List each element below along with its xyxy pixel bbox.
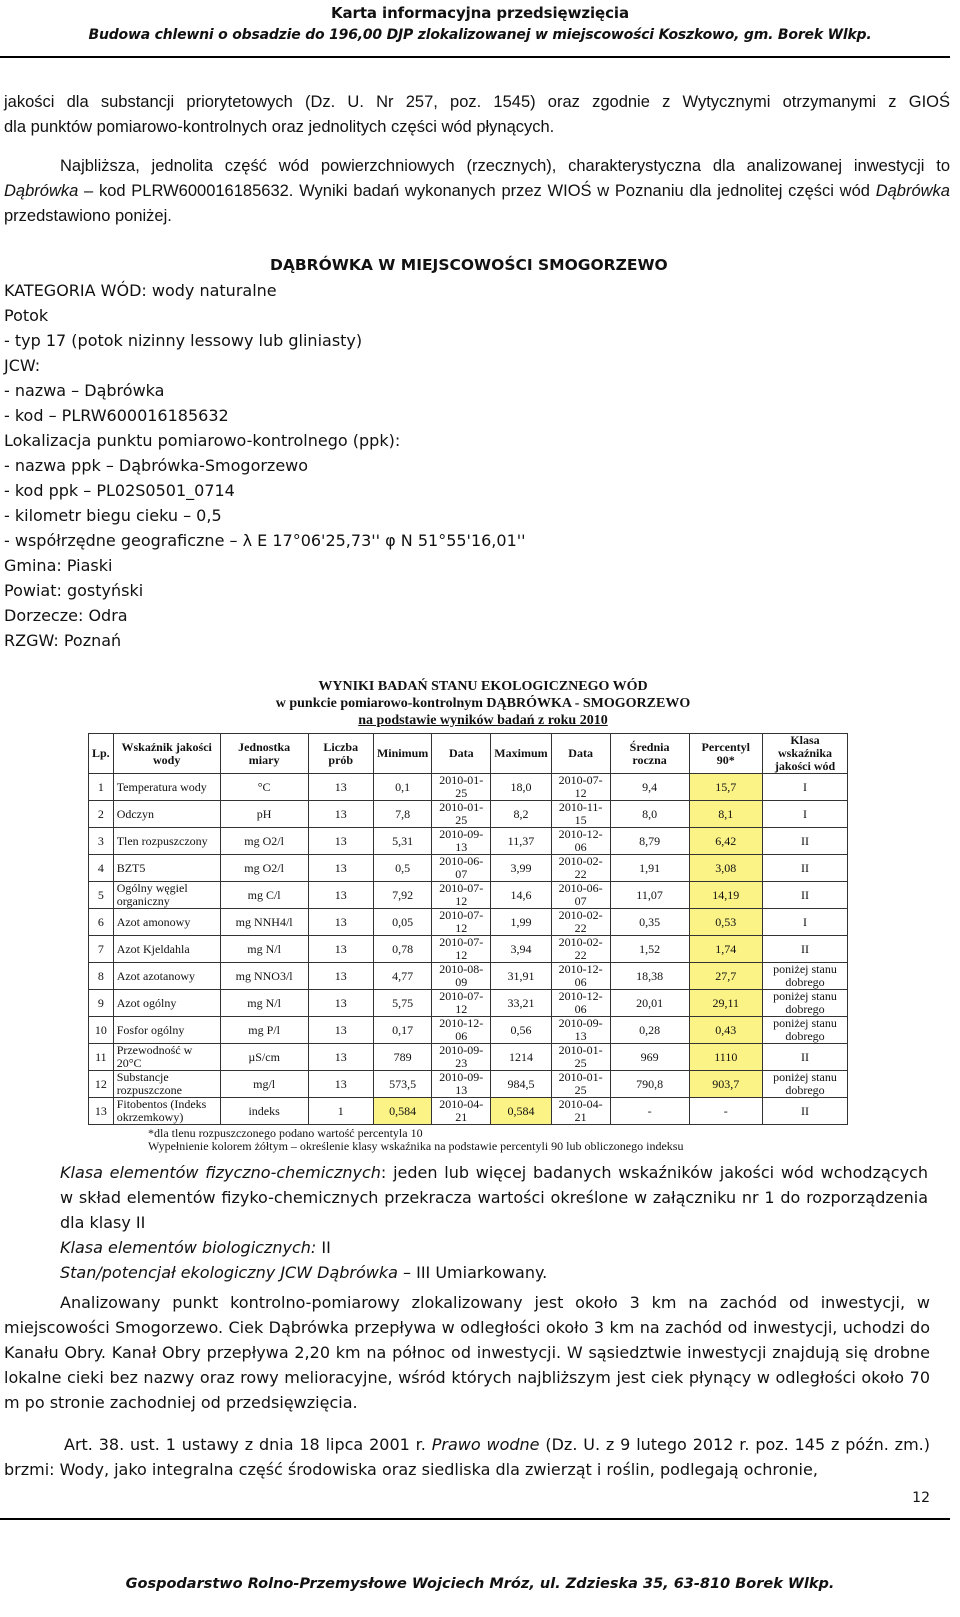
table-row bbox=[89, 936, 848, 963]
table-cell: II bbox=[763, 1098, 848, 1125]
table-cell: 33,21 bbox=[491, 990, 551, 1017]
table-cell: 3,99 bbox=[491, 855, 551, 882]
table-header-cell: Minimum bbox=[373, 734, 431, 774]
table-cell: mg O2/l bbox=[220, 855, 308, 882]
table-cell: 0,78 bbox=[373, 936, 431, 963]
table-header-cell: Wskaźnik jakości wody bbox=[113, 734, 220, 774]
article-text-a: Art. 38. ust. 1 ustawy z dnia 18 lipca 2001 r. bbox=[64, 1435, 426, 1454]
table-cell: 1,52 bbox=[610, 936, 689, 963]
table-cell: 4 bbox=[89, 855, 114, 882]
table-cell: 1,91 bbox=[610, 855, 689, 882]
table-cell: 0,1 bbox=[373, 774, 431, 801]
table-cell: 12 bbox=[89, 1071, 114, 1098]
table-cell: 0,5 bbox=[373, 855, 431, 882]
table-cell: 3 bbox=[89, 828, 114, 855]
station-line: JCW: bbox=[4, 356, 41, 375]
table-cell: 8,79 bbox=[610, 828, 689, 855]
station-line: - współrzędne geograficzne – λ E 17°06'25,73'' φ N 51°55'16,01'' bbox=[4, 531, 526, 550]
table-cell: poniżej stanu dobrego bbox=[763, 1017, 848, 1044]
station-line: - kod ppk – PL02S0501_0714 bbox=[4, 481, 235, 500]
table-header-cell: Maximum bbox=[491, 734, 551, 774]
table-cell: 2010-04-21 bbox=[551, 1098, 610, 1125]
table-cell: - bbox=[689, 1098, 762, 1125]
bio-class-line bbox=[60, 1235, 928, 1260]
table-cell: Fitobentos (Indeks okrzemkowy) bbox=[113, 1098, 220, 1125]
table-cell: I bbox=[763, 774, 848, 801]
station-line: - kilometr biegu cieku – 0,5 bbox=[4, 506, 222, 525]
table-cell: 5 bbox=[89, 882, 114, 909]
table-cell: 2010-07-12 bbox=[432, 990, 491, 1017]
table-cell: II bbox=[763, 855, 848, 882]
station-title: DĄBRÓWKA W MIEJSCOWOŚCI SMOGORZEWO bbox=[270, 256, 668, 274]
table-cell: 2010-01-25 bbox=[432, 801, 491, 828]
fc-class-text: : jeden lub więcej badanych wskaźników jakości wód wchodzących w skład elementów fizyko-chemicznych przekracza wartości określone w załączniku nr 1 do rozporządzenia dla klasy II bbox=[60, 1163, 928, 1232]
table-cell: Azot Kjeldahla bbox=[113, 936, 220, 963]
table-cell: 1,99 bbox=[491, 909, 551, 936]
table-cell: 7 bbox=[89, 936, 114, 963]
table-cell: 2010-02-22 bbox=[551, 909, 610, 936]
intro-p2-text-c: przedstawiono poniżej. bbox=[4, 207, 172, 225]
table-cell: 5,75 bbox=[373, 990, 431, 1017]
table-cell: poniżej stanu dobrego bbox=[763, 963, 848, 990]
page-number: 12 bbox=[912, 1490, 930, 1506]
table-cell: 11,37 bbox=[491, 828, 551, 855]
table-cell: 7,92 bbox=[373, 882, 431, 909]
table-cell: 2010-12-06 bbox=[551, 990, 610, 1017]
table-cell: Tlen rozpuszczony bbox=[113, 828, 220, 855]
page-footer: Gospodarstwo Rolno-Przemysłowe Wojciech Mróz, ul. Zdzieska 35, 63-810 Borek Wlkp. bbox=[125, 1576, 835, 1592]
table-cell: 2010-09-23 bbox=[432, 1044, 491, 1071]
table-cell: Azot azotanowy bbox=[113, 963, 220, 990]
table-cell: 0,43 bbox=[689, 1017, 762, 1044]
table-cell: 14,19 bbox=[689, 882, 762, 909]
table-cell: 0,584 bbox=[491, 1098, 551, 1125]
table-cell: 7,8 bbox=[373, 801, 431, 828]
table-cell: 2010-01-25 bbox=[432, 774, 491, 801]
station-line: - nazwa – Dąbrówka bbox=[4, 381, 165, 400]
table-cell: 1110 bbox=[689, 1044, 762, 1071]
table-cell: 3,94 bbox=[491, 936, 551, 963]
table-cell: mg P/l bbox=[220, 1017, 308, 1044]
table-title-3: na podstawie wyników badań z roku 2010 bbox=[358, 713, 608, 728]
table-cell: 9 bbox=[89, 990, 114, 1017]
table-cell: BZT5 bbox=[113, 855, 220, 882]
table-cell: 984,5 bbox=[491, 1071, 551, 1098]
table-row bbox=[89, 1044, 848, 1071]
table-cell: mg NNH4/l bbox=[220, 909, 308, 936]
eco-status-line bbox=[60, 1260, 928, 1285]
table-header-cell: Data bbox=[432, 734, 491, 774]
table-header-cell: Klasa wskaźnika jakości wód bbox=[763, 734, 848, 774]
table-cell: 3,08 bbox=[689, 855, 762, 882]
table-cell: 2010-02-22 bbox=[551, 855, 610, 882]
table-cell: mg C/l bbox=[220, 882, 308, 909]
table-cell: Ogólny węgiel organiczny bbox=[113, 882, 220, 909]
table-cell: 789 bbox=[373, 1044, 431, 1071]
header-title: Karta informacyjna przedsięwzięcia bbox=[331, 4, 629, 22]
bio-class-value: II bbox=[321, 1238, 331, 1257]
table-cell: 18,38 bbox=[610, 963, 689, 990]
table-cell: I bbox=[763, 909, 848, 936]
intro-line-1: jakości dla substancji priorytetowych (Dz. U. Nr 257, poz. 1545) oraz zgodnie z Wytycznymi otrzymanymi z GIOŚ bbox=[4, 93, 950, 111]
table-cell: indeks bbox=[220, 1098, 308, 1125]
table-cell: 969 bbox=[610, 1044, 689, 1071]
table-cell: II bbox=[763, 936, 848, 963]
analysis-text: Analizowany punkt kontrolno-pomiarowy zlokalizowany jest około 3 km na zachód od inwestycji, w miejscowości Smogorzewo. Ciek Dąbrówka przepływa w odległości około 3 km na zachód od inwestycji, uchodzi do Kanału Obry. Kanał Obry przepływa 2,20 km na północ od inwestycji. W sąsiedztwie inwestycji znajdują się drobne lokalne cieki bez nazwy oraz rowy melioracyjne, wśród których najbliższym jest ciek płynący w odległości około 70 m po stronie zachodniej od przedsięwzięcia. bbox=[4, 1293, 930, 1412]
intro-line-2: dla punktów pomiarowo-kontrolnych oraz jednolitych części wód płynących. bbox=[4, 118, 555, 136]
table-cell: 15,7 bbox=[689, 774, 762, 801]
table-row bbox=[89, 1017, 848, 1044]
table-cell: 2010-01-25 bbox=[551, 1071, 610, 1098]
table-cell: 2010-08-09 bbox=[432, 963, 491, 990]
table-cell: Substancje rozpuszczone bbox=[113, 1071, 220, 1098]
table-cell: µS/cm bbox=[220, 1044, 308, 1071]
table-cell: 1214 bbox=[491, 1044, 551, 1071]
table-row bbox=[89, 855, 848, 882]
table-cell: 13 bbox=[308, 963, 373, 990]
table-cell: 2010-06-07 bbox=[551, 882, 610, 909]
table-note-1: *dla tlenu rozpuszczonego podano wartość percentyla 10 bbox=[148, 1126, 423, 1140]
table-cell: 2010-07-12 bbox=[432, 936, 491, 963]
intro-p2-name-2: Dąbrówka bbox=[875, 182, 950, 200]
table-header-cell: Liczba prób bbox=[308, 734, 373, 774]
bio-class-label: Klasa elementów biologicznych: bbox=[60, 1238, 317, 1257]
table-cell: 2010-07-12 bbox=[551, 774, 610, 801]
eco-status-label: Stan/potencjał ekologiczny JCW Dąbrówka bbox=[60, 1263, 398, 1282]
table-cell: 13 bbox=[308, 1017, 373, 1044]
table-header-cell: Jednostka miary bbox=[220, 734, 308, 774]
table-cell: mg O2/l bbox=[220, 828, 308, 855]
results-table bbox=[88, 733, 848, 1125]
table-cell: Temperatura wody bbox=[113, 774, 220, 801]
table-cell: 31,91 bbox=[491, 963, 551, 990]
table-cell: 11,07 bbox=[610, 882, 689, 909]
table-cell: Odczyn bbox=[113, 801, 220, 828]
table-cell: 13 bbox=[308, 828, 373, 855]
intro-paragraph-2 bbox=[4, 154, 950, 229]
footer-divider bbox=[0, 1518, 950, 1520]
table-cell: 0,05 bbox=[373, 909, 431, 936]
table-row bbox=[89, 990, 848, 1017]
table-cell: °C bbox=[220, 774, 308, 801]
table-header-cell: Lp. bbox=[89, 734, 114, 774]
table-cell: 13 bbox=[308, 882, 373, 909]
table-cell: 2010-12-06 bbox=[432, 1017, 491, 1044]
table-cell: Azot amonowy bbox=[113, 909, 220, 936]
table-cell: 8,0 bbox=[610, 801, 689, 828]
table-cell: 8,2 bbox=[491, 801, 551, 828]
table-cell: 2010-04-21 bbox=[432, 1098, 491, 1125]
station-line: Powiat: gostyński bbox=[4, 581, 144, 600]
table-cell: 20,01 bbox=[610, 990, 689, 1017]
article-law-name: Prawo wodne bbox=[431, 1435, 540, 1454]
table-cell: 0,56 bbox=[491, 1017, 551, 1044]
table-cell: II bbox=[763, 1044, 848, 1071]
table-title-2: w punkcie pomiarowo-kontrolnym DĄBRÓWKA - SMOGORZEWO bbox=[275, 696, 691, 711]
table-cell: 13 bbox=[308, 936, 373, 963]
table-cell: 0,53 bbox=[689, 909, 762, 936]
table-cell: pH bbox=[220, 801, 308, 828]
table-cell: 2010-12-06 bbox=[551, 963, 610, 990]
table-cell: 0,17 bbox=[373, 1017, 431, 1044]
table-cell: 0,28 bbox=[610, 1017, 689, 1044]
table-cell: mg/l bbox=[220, 1071, 308, 1098]
table-cell: Przewodność w 20°C bbox=[113, 1044, 220, 1071]
table-cell: 2010-01-25 bbox=[551, 1044, 610, 1071]
table-cell: 2010-07-12 bbox=[432, 909, 491, 936]
table-cell: 4,77 bbox=[373, 963, 431, 990]
table-cell: 2010-09-13 bbox=[551, 1017, 610, 1044]
table-cell: 2010-07-12 bbox=[432, 882, 491, 909]
table-cell: 0,35 bbox=[610, 909, 689, 936]
intro-p2-name-1: Dąbrówka bbox=[4, 182, 79, 200]
intro-p2-text-b: – kod PLRW600016185632. Wyniki badań wykonanych przez WIOŚ w Poznaniu dla jednolitej części wód bbox=[84, 182, 870, 200]
table-cell: 13 bbox=[308, 855, 373, 882]
table-cell: 13 bbox=[308, 1071, 373, 1098]
station-line: - kod – PLRW600016185632 bbox=[4, 406, 229, 425]
table-row bbox=[89, 963, 848, 990]
table-cell: 1,74 bbox=[689, 936, 762, 963]
table-row bbox=[89, 882, 848, 909]
header-subtitle: Budowa chlewni o obsadzie do 196,00 DJP zlokalizowanej w miejscowości Koszkowo, gm. Borek Wlkp. bbox=[88, 27, 872, 43]
table-cell: 10 bbox=[89, 1017, 114, 1044]
table-cell: 6,42 bbox=[689, 828, 762, 855]
table-row bbox=[89, 801, 848, 828]
table-cell: 13 bbox=[308, 909, 373, 936]
station-line: Dorzecze: Odra bbox=[4, 606, 128, 625]
analysis-paragraph bbox=[4, 1290, 930, 1415]
station-line: RZGW: Poznań bbox=[4, 631, 122, 650]
fc-class-line bbox=[60, 1160, 928, 1235]
table-cell: 0,584 bbox=[373, 1098, 431, 1125]
table-cell: 13 bbox=[308, 990, 373, 1017]
article-paragraph bbox=[4, 1432, 930, 1482]
table-cell: 903,7 bbox=[689, 1071, 762, 1098]
station-line: Gmina: Piaski bbox=[4, 556, 113, 575]
table-cell: Fosfor ogólny bbox=[113, 1017, 220, 1044]
table-cell: 1 bbox=[308, 1098, 373, 1125]
fc-class-label: Klasa elementów fizyczno-chemicznych bbox=[60, 1163, 381, 1182]
station-line: KATEGORIA WÓD: wody naturalne bbox=[4, 281, 277, 300]
table-header-cell: Percentyl 90* bbox=[689, 734, 762, 774]
table-row bbox=[89, 774, 848, 801]
table-cell: 790,8 bbox=[610, 1071, 689, 1098]
table-cell: 14,6 bbox=[491, 882, 551, 909]
table-cell: 13 bbox=[89, 1098, 114, 1125]
table-header-row bbox=[89, 734, 848, 774]
classification-block bbox=[60, 1160, 928, 1285]
table-cell: 2 bbox=[89, 801, 114, 828]
table-cell: I bbox=[763, 801, 848, 828]
table-note-2: Wypełnienie kolorem żółtym – określenie klasy wskaźnika na podstawie percentyli 90 lub obliczonego indeksu bbox=[148, 1139, 684, 1153]
station-line: Lokalizacja punktu pomiarowo-kontrolnego (ppk): bbox=[4, 431, 401, 450]
table-cell: mg N/l bbox=[220, 990, 308, 1017]
table-notes bbox=[148, 1127, 878, 1153]
table-row bbox=[89, 1098, 848, 1125]
table-cell: poniżej stanu dobrego bbox=[763, 990, 848, 1017]
table-body bbox=[89, 774, 848, 1125]
table-cell: - bbox=[610, 1098, 689, 1125]
table-header-cell: Średnia roczna bbox=[610, 734, 689, 774]
table-cell: 2010-12-06 bbox=[551, 828, 610, 855]
table-cell: 11 bbox=[89, 1044, 114, 1071]
table-cell: 1 bbox=[89, 774, 114, 801]
results-figure bbox=[88, 678, 878, 1153]
table-cell: 13 bbox=[308, 801, 373, 828]
table-title-1: WYNIKI BADAŃ STANU EKOLOGICZNEGO WÓD bbox=[318, 679, 648, 694]
table-cell: II bbox=[763, 828, 848, 855]
table-cell: 9,4 bbox=[610, 774, 689, 801]
table-cell: 6 bbox=[89, 909, 114, 936]
article-text-b: (Dz. U. z 9 lutego 2012 r. poz. 145 z późn. zm.) brzmi: Wody, jako integralna część środowiska oraz siedliska dla zwierząt i roślin, podlegają ochronie, bbox=[4, 1435, 930, 1479]
table-cell: 573,5 bbox=[373, 1071, 431, 1098]
table-cell: 13 bbox=[308, 774, 373, 801]
table-row bbox=[89, 828, 848, 855]
eco-status-value: – III Umiarkowany. bbox=[403, 1263, 548, 1282]
table-row bbox=[89, 909, 848, 936]
table-header-cell: Data bbox=[551, 734, 610, 774]
station-line: Potok bbox=[4, 306, 49, 325]
header-divider bbox=[0, 56, 950, 58]
table-row bbox=[89, 1071, 848, 1098]
table-cell: 8,1 bbox=[689, 801, 762, 828]
table-cell: 2010-06-07 bbox=[432, 855, 491, 882]
table-cell: Azot ogólny bbox=[113, 990, 220, 1017]
table-cell: mg N/l bbox=[220, 936, 308, 963]
station-line: - nazwa ppk – Dąbrówka-Smogorzewo bbox=[4, 456, 309, 475]
table-cell: 2010-09-13 bbox=[432, 1071, 491, 1098]
intro-p2-text-a: Najbliższa, jednolita część wód powierzchniowych (rzecznych), charakterystyczna dla analizowanej inwestycji to bbox=[60, 157, 950, 175]
station-line: - typ 17 (potok nizinny lessowy lub gliniasty) bbox=[4, 331, 363, 350]
table-cell: 29,11 bbox=[689, 990, 762, 1017]
page-header bbox=[0, 0, 960, 43]
table-cell: 2010-09-13 bbox=[432, 828, 491, 855]
table-cell: 18,0 bbox=[491, 774, 551, 801]
table-cell: 13 bbox=[308, 1044, 373, 1071]
table-cell: II bbox=[763, 882, 848, 909]
table-cell: 5,31 bbox=[373, 828, 431, 855]
station-info bbox=[4, 278, 526, 653]
table-cell: 2010-11-15 bbox=[551, 801, 610, 828]
table-cell: mg NNO3/l bbox=[220, 963, 308, 990]
table-cell: 2010-02-22 bbox=[551, 936, 610, 963]
table-cell: 8 bbox=[89, 963, 114, 990]
table-cell: 27,7 bbox=[689, 963, 762, 990]
table-cell: poniżej stanu dobrego bbox=[763, 1071, 848, 1098]
